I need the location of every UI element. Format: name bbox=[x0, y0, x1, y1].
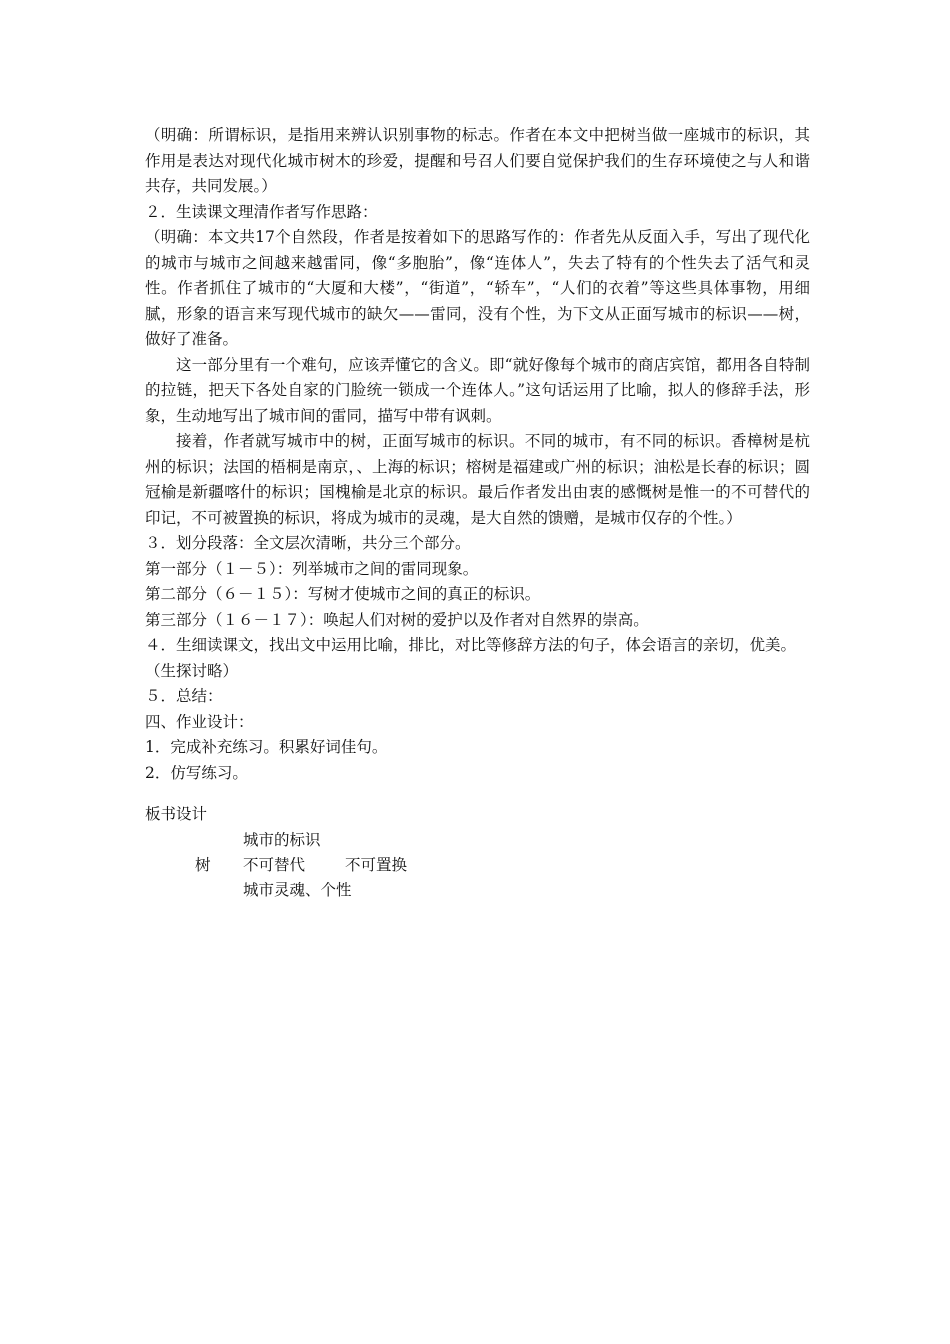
paragraph-difficult-sentence: 这一部分里有一个难句，应该弄懂它的含义。即“就好像每个城市的商店宾馆，都用各自特制的拉链，把天下各处自家的门脸统一锁成一个连体人。”这句话运用了比喻，拟人的修辞手法，形象，生动地写出了城市间的雷同，描写中带有讽刺。 bbox=[145, 355, 810, 425]
board-item-unswappable: 不可置换 bbox=[345, 855, 408, 874]
paragraph-homework-2: 2．仿写练习。 bbox=[145, 763, 248, 782]
board-item-irreplaceable: 不可替代 bbox=[243, 855, 306, 874]
paragraph-homework-heading: 四、作业设计： bbox=[145, 712, 254, 731]
board-design-heading: 板书设计 bbox=[145, 805, 208, 823]
paragraph-step-2: ２．生读课文理清作者写作思路： bbox=[145, 202, 378, 221]
board-bottom: 城市灵魂、个性 bbox=[243, 880, 352, 899]
spacer bbox=[145, 786, 810, 802]
paragraph-trees: 接着，作者就写城市中的树，正面写城市的标识。不同的城市，有不同的标识。香樟树是杭州的标识；法国的梧桐是南京，、上海的标识；榕树是福建或广州的标识；油松是长春的标识；圆冠榆是新疆喀什的标识；国槐榆是北京的标识。最后作者发出由衷的感慨树是惟一的不可替代的印记，不可被置换的标识，将成为城市的灵魂，是大自然的馈赠，是城市仅存的个性。） bbox=[145, 432, 810, 527]
paragraph-step-3: ３．划分段落：全文层次清晰，共分三个部分。 bbox=[145, 534, 471, 552]
paragraph-part-3: 第三部分（１６－１７）：唤起人们对树的爱护以及作者对自然界的崇高。 bbox=[145, 610, 649, 629]
paragraph-step-4: ４．生细读课文，找出文中运用比喻，排比，对比等修辞方法的句子，体会语言的亲切，优美。 bbox=[145, 636, 797, 654]
paragraph-step-5: ５．总结： bbox=[145, 687, 223, 705]
board-tree: 树 bbox=[195, 855, 211, 874]
board-title: 城市的标识 bbox=[243, 830, 321, 849]
paragraph-clarification-2: （明确：本文共17个自然段，作者是按着如下的思路写作的：作者先从反面入手，写出了现代化的城市与城市之间越来越雷同，像“多胞胎”，像“连体人”，失去了特有的个性失去了活气和灵性。作者抓住了城市的“大厦和大楼”，“街道”，“轿车”，“人们的衣着”等这些具体事物，用细腻，形象的语言来写现代城市的缺欠——雷同，没有个性，为下文从正面写城市的标识——树，做好了准备。 bbox=[145, 228, 810, 348]
paragraph-part-1: 第一部分（１－５）：列举城市之间的雷同现象。 bbox=[145, 559, 479, 578]
paragraph-discussion: （生探讨略） bbox=[145, 661, 239, 680]
paragraph-clarification-1: （明确：所谓标识，是指用来辨认识别事物的标志。作者在本文中把树当做一座城市的标识，其作用是表达对现代化城市树木的珍爱，提醒和号召人们要自觉保护我们的生存环境使之与人和谐共存，共同发展。） bbox=[145, 126, 810, 195]
board-design bbox=[145, 828, 810, 908]
document-body bbox=[145, 123, 810, 908]
paragraph-homework-1: 1．完成补充练习。积累好词佳句。 bbox=[145, 738, 388, 756]
paragraph-part-2: 第二部分（６－１５）：写树才使城市之间的真正的标识。 bbox=[145, 585, 541, 603]
